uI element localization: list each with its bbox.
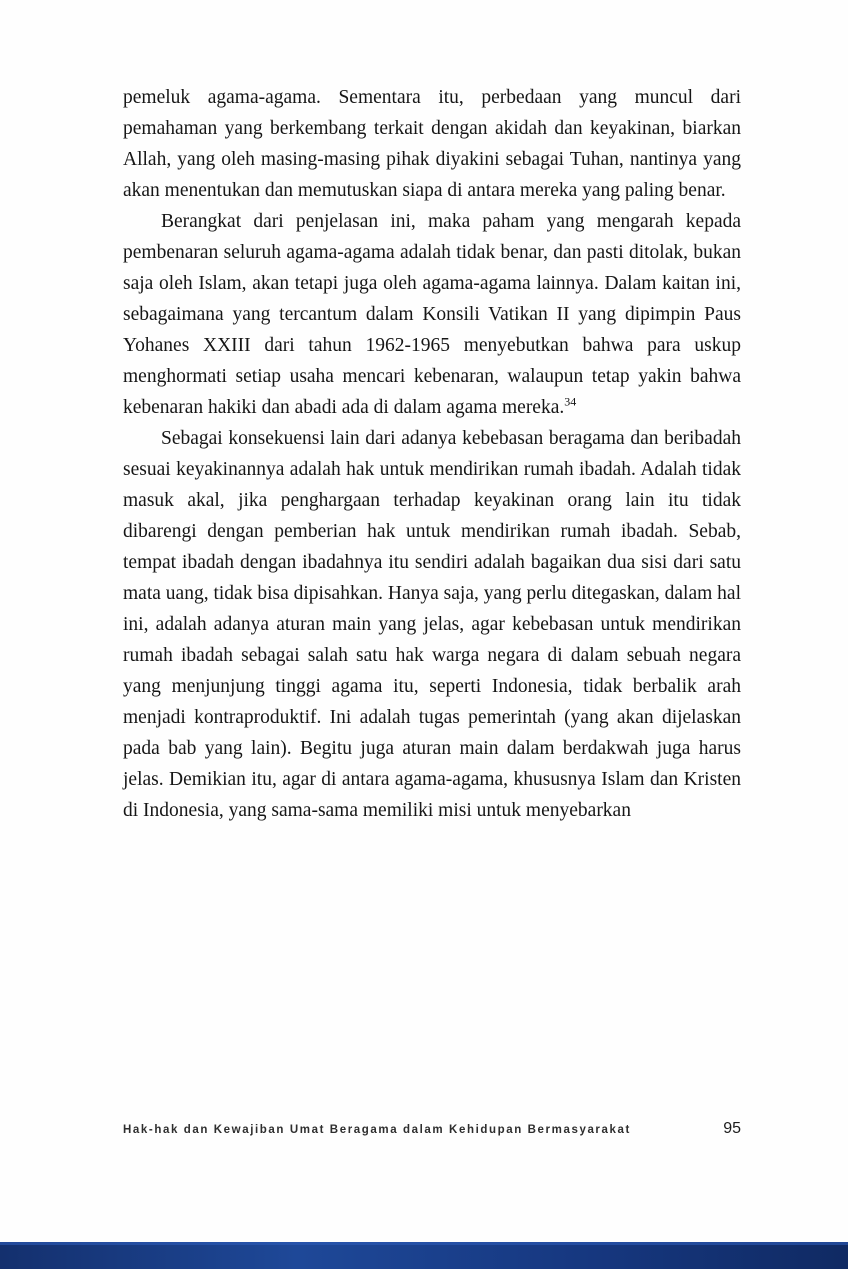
footnote-ref: 34 bbox=[564, 394, 577, 409]
page-footer bbox=[123, 1120, 741, 1138]
paragraph-text: Sebagai konsekuensi lain dari adanya kebebasan beragama dan beribadah sesuai keyakinannya adalah hak untuk mendirikan rumah ibadah. Adalah tidak masuk akal, jika penghargaan terhadap keyakinan orang lain itu tidak dibarengi dengan pemberian hak untuk mendirikan rumah ibadah. Sebab, tempat ibadah dengan ibadahnya itu sendiri adalah bagaikan dua sisi dari satu mata uang, tidak bisa dipisahkan. Hanya saja, yang perlu ditegaskan, dalam hal ini, adalah adanya aturan main yang jelas, agar kebebasan untuk mendirikan rumah ibadah sebagai salah satu hak warga negara di dalam sebuah negara yang menjunjung tinggi agama itu, seperti Indonesia, tidak berbalik arah menjadi kontraproduktif. Ini adalah tugas pemerintah (yang akan dijelaskan pada bab yang lain). Begitu juga aturan main dalam berdakwah juga harus jelas. Demikian itu, agar di antara agama-agama, khususnya Islam dan Kristen di Indonesia, yang sama-sama memiliki misi untuk menyebarkan bbox=[123, 428, 741, 821]
paragraph bbox=[123, 206, 741, 423]
paragraph bbox=[123, 423, 741, 826]
paragraph-text: pemeluk agama-agama. Sementara itu, perbedaan yang muncul dari pemahaman yang berkembang terkait dengan akidah dan keyakinan, biarkan Allah, yang oleh masing-masing pihak diyakini sebagai Tuhan, nantinya yang akan menentukan dan memutuskan siapa di antara mereka yang paling benar. bbox=[123, 87, 741, 201]
paragraph-text: Berangkat dari penjelasan ini, maka paham yang mengarah kepada pembenaran seluruh agama-agama adalah tidak benar, dan pasti ditolak, bukan saja oleh Islam, akan tetapi juga oleh agama-agama lainnya. Dalam kaitan ini, sebagaimana yang tercantum dalam Konsili Vatikan II yang dipimpin Paus Yohanes XXIII dari tahun 1962-1965 menyebutkan bahwa para uskup menghormati setiap usaha mencari kebenaran, walaupun tetap yakin bahwa kebenaran hakiki dan abadi ada di dalam agama mereka. bbox=[123, 211, 741, 418]
paragraph bbox=[123, 82, 741, 206]
bottom-band-decoration bbox=[0, 1242, 848, 1269]
running-footer-title: Hak-hak dan Kewajiban Umat Beragama dalam Kehidupan Bermasyarakat bbox=[123, 1124, 631, 1136]
page-number: 95 bbox=[723, 1120, 741, 1137]
page-body bbox=[123, 82, 741, 826]
